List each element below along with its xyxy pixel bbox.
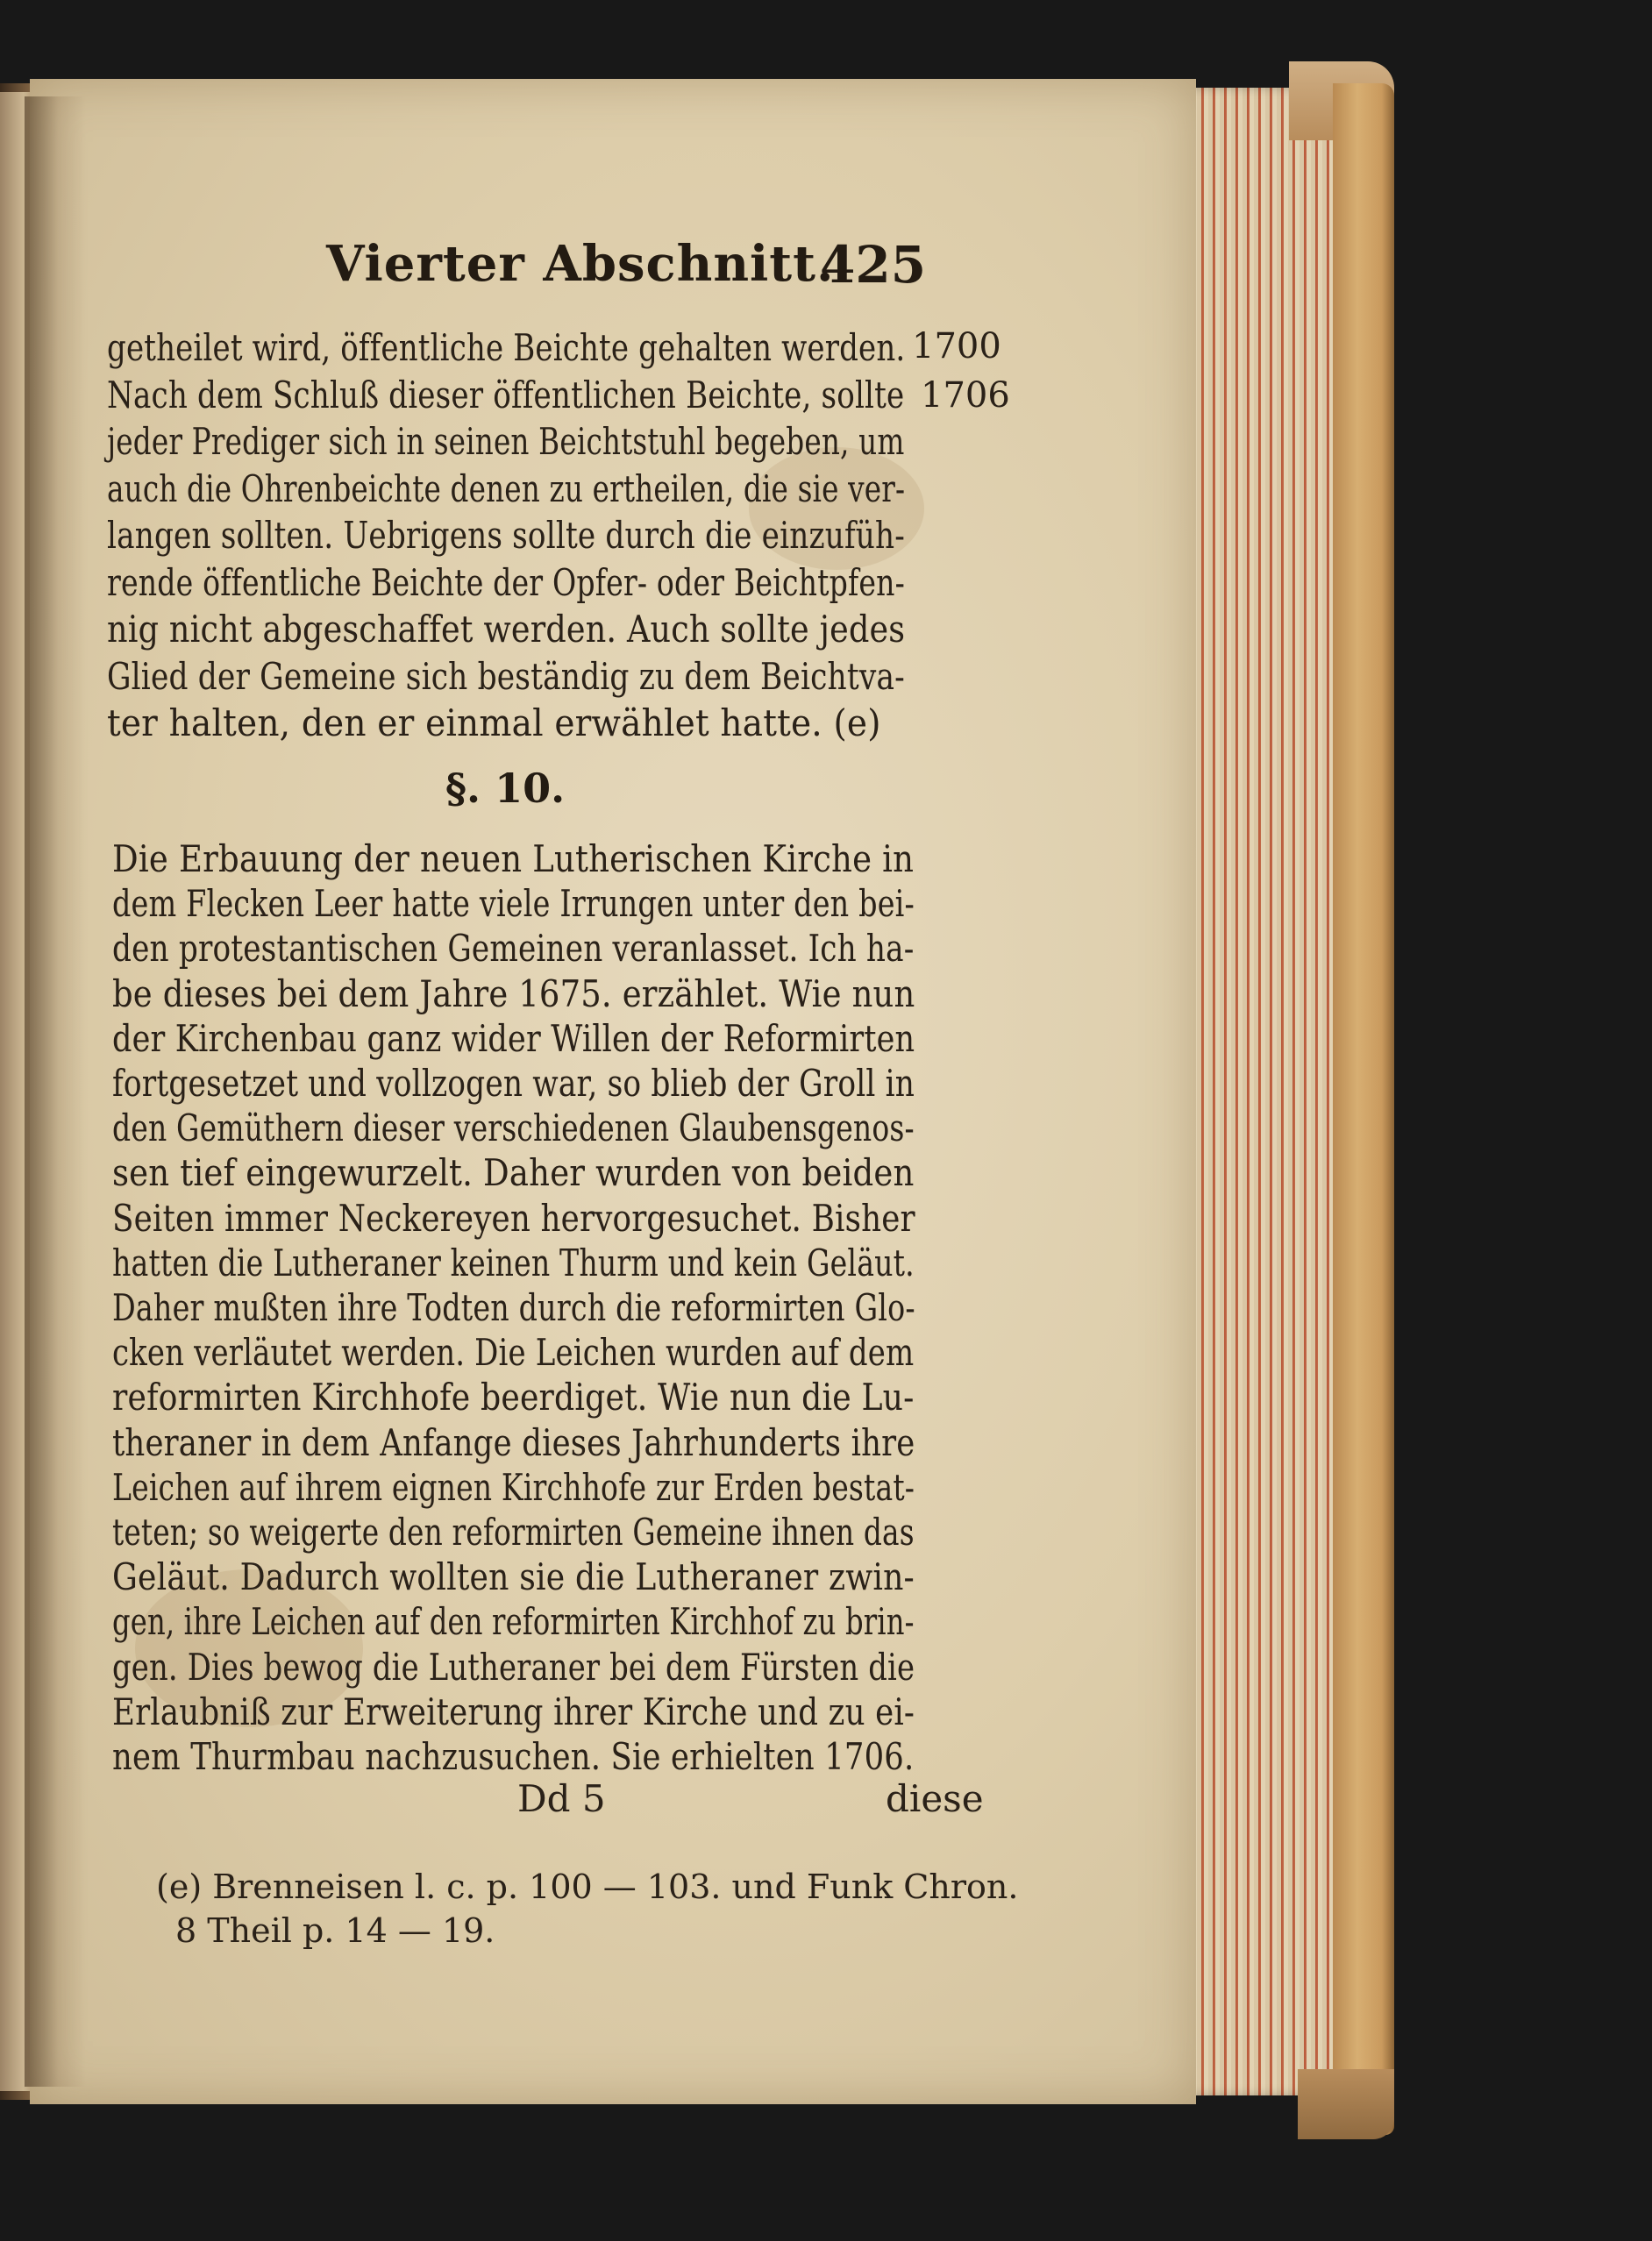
text-line: langen sollten. Uebrigens sollte durch die einzufüh- xyxy=(107,514,906,557)
text-line: sen tief eingewurzelt. Daher wurden von beiden xyxy=(112,1151,915,1195)
text-line: Geläut. Dadurch wollten sie die Lutheraner zwin- xyxy=(112,1555,915,1599)
text-line: fortgesetzet und vollzogen war, so blieb der Groll in xyxy=(112,1062,915,1105)
margin-year: 1700 xyxy=(912,326,1001,366)
footnote-line: 8 Theil p. 14 — 19. xyxy=(175,1911,495,1950)
text-line: rende öffentliche Beichte der Opfer- oder Beichtpfen- xyxy=(107,560,906,604)
text-line: Glied der Gemeine sich beständig zu dem Beichtva- xyxy=(107,654,905,698)
text-line: nem Thurmbau nachzusuchen. Sie erhielten 1706. xyxy=(112,1735,915,1778)
text-line: hatten die Lutheraner keinen Thurm und kein Geläut. xyxy=(112,1241,915,1284)
text-line: Nach dem Schluß dieser öffentlichen Beichte, sollte xyxy=(107,373,905,416)
text-line: den Gemüthern dieser verschiedenen Glaubensgenos- xyxy=(112,1106,915,1150)
text-line: dem Flecken Leer hatte viele Irrungen unter den bei- xyxy=(112,882,915,926)
page-block-edges xyxy=(1186,88,1352,2095)
text-line: getheilet wird, öffentliche Beichte gehalten werden. xyxy=(107,326,906,369)
text-line: gen. Dies bewog die Lutheraner bei dem Fürsten die xyxy=(112,1645,915,1689)
text-line: den protestantischen Gemeinen veranlasset. Ich ha- xyxy=(112,927,915,971)
text-line: Seiten immer Neckereyen hervorgesuchet. Bisher xyxy=(112,1196,915,1240)
text-line: cken verläutet werden. Die Leichen wurden auf dem xyxy=(112,1331,915,1375)
right-cover-board xyxy=(1333,83,1394,2135)
text-line: ter halten, den er einmal erwählet hatte. (e) xyxy=(107,701,881,744)
catchword: diese xyxy=(886,1777,984,1820)
text-line: Leichen auf ihrem eignen Kirchhofe zur Erden bestat- xyxy=(112,1465,915,1509)
text-line: nig nicht abgeschaffet werden. Auch sollte jedes xyxy=(107,608,906,651)
text-line: gen, ihre Leichen auf den reformirten Kirchhof zu brin- xyxy=(112,1600,915,1644)
text-line: Erlaubniß zur Erweiterung ihrer Kirche und zu ei- xyxy=(112,1690,915,1733)
text-line: reformirten Kirchhofe beerdiget. Wie nun die Lu- xyxy=(112,1376,915,1419)
text-line: theraner in dem Anfange dieses Jahrhunderts ihre xyxy=(112,1420,915,1464)
text-line: teten; so weigerte den reformirten Gemeine ihnen das xyxy=(112,1511,915,1554)
text-line: jeder Prediger sich in seinen Beichtstuhl begeben, um xyxy=(107,420,905,463)
margin-year: 1706 xyxy=(921,375,1010,416)
signature-mark: Dd 5 xyxy=(517,1777,606,1820)
section-heading: §. 10. xyxy=(445,765,566,812)
footnote-line: (e) Brenneisen l. c. p. 100 — 103. und Funk Chron. xyxy=(156,1868,1019,1906)
cover-corner-bottom xyxy=(1298,2069,1394,2139)
gutter-shadow xyxy=(25,96,86,2087)
text-line: Daher mußten ihre Todten durch die reformirten Glo- xyxy=(112,1286,915,1329)
text-line: be dieses bei dem Jahre 1675. erzählet. Wie nun xyxy=(112,971,915,1015)
running-title: Vierter Abschnitt. xyxy=(326,235,835,293)
text-line: Die Erbauung der neuen Lutherischen Kirche in xyxy=(112,837,915,880)
text-line: der Kirchenbau ganz wider Willen der Reformirten xyxy=(112,1016,915,1060)
text-line: auch die Ohrenbeichte denen zu ertheilen, die sie ver- xyxy=(107,466,906,510)
page-number: 425 xyxy=(820,235,927,295)
